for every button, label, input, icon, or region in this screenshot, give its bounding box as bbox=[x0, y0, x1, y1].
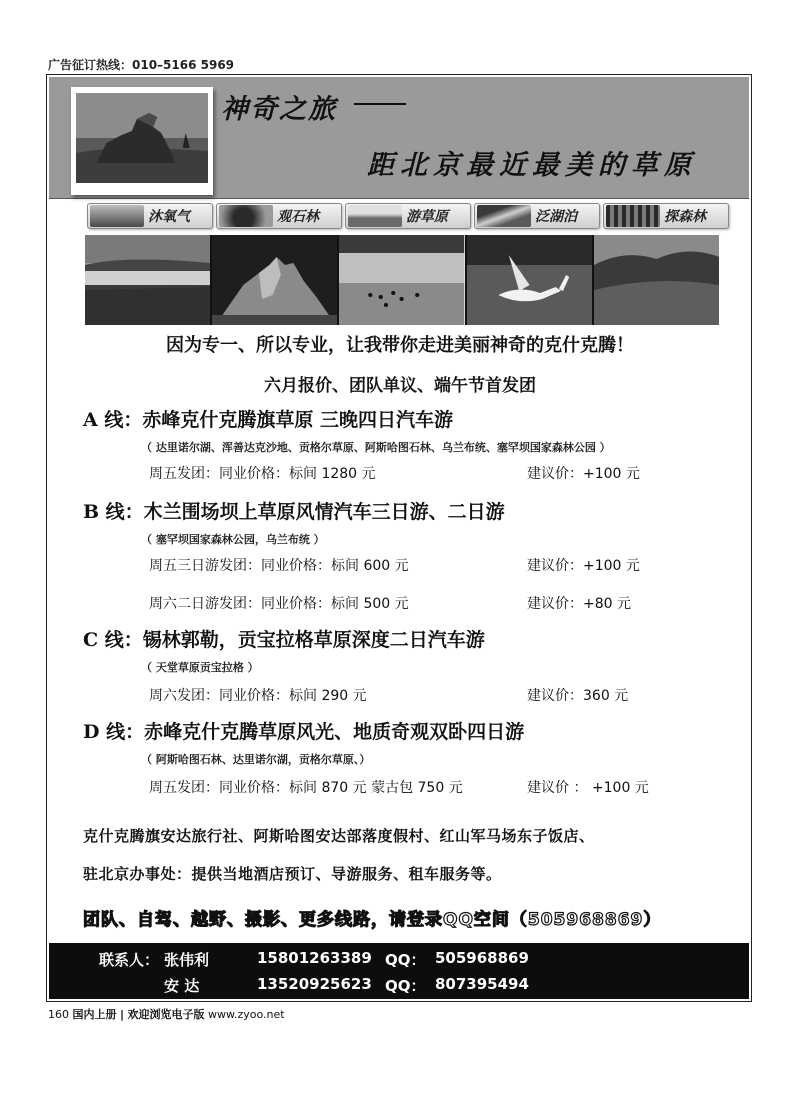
route-c-price: 周六发团：同业价格：标间 290 元 bbox=[149, 688, 367, 704]
ad-hotline: 广告征订热线：010–5166 5969 bbox=[48, 58, 235, 72]
photo-swan bbox=[467, 235, 594, 325]
contact-label: 联系人： bbox=[99, 951, 160, 969]
route-b-price-1: 周五三日游发团：同业价格：标间 600 元 bbox=[149, 558, 409, 574]
route-c-note: （ 天堂草原贡宝拉格 ） bbox=[141, 661, 259, 674]
contact-name-1: 张伟利 bbox=[164, 951, 210, 969]
footer-text: 欢迎浏览电子版 bbox=[127, 1008, 205, 1021]
route-c-suggest: 建议价：360 元 bbox=[527, 688, 629, 704]
route-a-price: 周五发团：同业价格：标间 1280 元 bbox=[149, 466, 376, 482]
feature-tabs bbox=[87, 203, 729, 231]
contact-qq-label-2: QQ： bbox=[385, 977, 426, 995]
photo-grassland-herd bbox=[339, 235, 466, 325]
qq-space-cta: 团队、自驾、越野、摄影、更多线路，请登录QQ空间（505968869） bbox=[83, 910, 662, 930]
contact-phone-2: 13520925623 bbox=[257, 975, 372, 993]
tab-lake bbox=[474, 203, 600, 229]
route-a-suggest: 建议价：+100 元 bbox=[527, 466, 640, 482]
contact-bar bbox=[49, 943, 749, 999]
company-line-1: 克什克腾旗安达旅行社、阿斯哈图安达部落度假村、红山军马场东子饭店、 bbox=[83, 827, 595, 845]
route-c-title: C 线：锡林郭勒，贡宝拉格草原深度二日汽车游 bbox=[83, 629, 485, 651]
contact-phone-1: 15801263389 bbox=[257, 949, 372, 967]
photo-rock-formation bbox=[212, 235, 339, 325]
route-d-price: 周五发团：同业价格：标间 870 元 蒙古包 750 元 bbox=[149, 780, 463, 796]
banner-rock-photo bbox=[71, 87, 213, 195]
tab-label: 探森林 bbox=[664, 209, 706, 225]
photo-forest-hills bbox=[594, 235, 719, 325]
tab-oxygen bbox=[87, 203, 213, 229]
route-b-suggest-1: 建议价：+100 元 bbox=[527, 558, 640, 574]
page-footer bbox=[48, 1006, 285, 1022]
footer-url[interactable]: www.zyoo.net bbox=[208, 1008, 285, 1021]
tab-grassland bbox=[345, 203, 471, 229]
tab-thumb-forest bbox=[606, 205, 660, 227]
slogan: 因为专一、所以专业，让我带你走进美丽神奇的克什克腾！ bbox=[166, 335, 634, 356]
route-a-title: A 线：赤峰克什克腾旗草原 三晚四日汽车游 bbox=[83, 409, 453, 431]
banner-subtitle: 距北京最近最美的草原 bbox=[367, 150, 697, 181]
route-d-title: D 线：赤峰克什克腾草原风光、地质奇观双卧四日游 bbox=[83, 721, 525, 743]
contact-qq-label-1: QQ： bbox=[385, 951, 426, 969]
route-b-note: （ 塞罕坝国家森林公园，乌兰布统 ） bbox=[141, 533, 325, 546]
tab-thumb-lake bbox=[477, 205, 531, 227]
tab-label: 沐氧气 bbox=[148, 209, 190, 225]
company-line-2: 驻北京办事处：提供当地酒店预订、导游服务、租车服务等。 bbox=[83, 865, 502, 883]
tab-thumb-sky bbox=[90, 205, 144, 227]
route-a-note: （ 达里诺尔湖、浑善达克沙地、贡格尔草原、阿斯哈图石林、乌兰布统、塞罕坝国家森林公园 ） bbox=[141, 441, 611, 454]
banner-title: 神奇之旅 bbox=[221, 94, 337, 125]
photo-strip bbox=[85, 235, 719, 325]
subslogan: 六月报价、团队单议、端午节首发团 bbox=[264, 376, 536, 396]
route-b-title: B 线：木兰围场坝上草原风情汽车三日游、二日游 bbox=[83, 501, 505, 523]
page-number: 160 bbox=[48, 1008, 69, 1021]
advertisement-frame bbox=[46, 74, 752, 1002]
tab-label: 游草原 bbox=[406, 209, 448, 225]
tab-forest bbox=[603, 203, 729, 229]
photo-lake-grass bbox=[85, 235, 212, 325]
route-d-suggest: 建议价 ： +100 元 bbox=[527, 780, 649, 796]
tab-thumb-rock bbox=[219, 205, 273, 227]
route-b-price-2: 周六二日游发团：同业价格：标间 500 元 bbox=[149, 596, 409, 612]
tab-label: 泛湖泊 bbox=[535, 209, 577, 225]
footer-separator: | bbox=[120, 1008, 125, 1021]
tab-label: 观石林 bbox=[277, 209, 319, 225]
contact-qq-1: 505968869 bbox=[435, 949, 529, 967]
contact-name-2: 安 达 bbox=[164, 977, 200, 995]
footer-section: 国内上册 bbox=[72, 1008, 117, 1021]
banner-dash bbox=[354, 103, 406, 105]
tab-stone-forest bbox=[216, 203, 342, 229]
route-b-suggest-2: 建议价：+80 元 bbox=[527, 596, 631, 612]
contact-qq-2: 807395494 bbox=[435, 975, 529, 993]
tab-thumb-grass bbox=[348, 205, 402, 227]
route-d-note: （ 阿斯哈图石林、达里诺尔湖，贡格尔草原、） bbox=[141, 753, 371, 766]
banner bbox=[49, 77, 749, 199]
